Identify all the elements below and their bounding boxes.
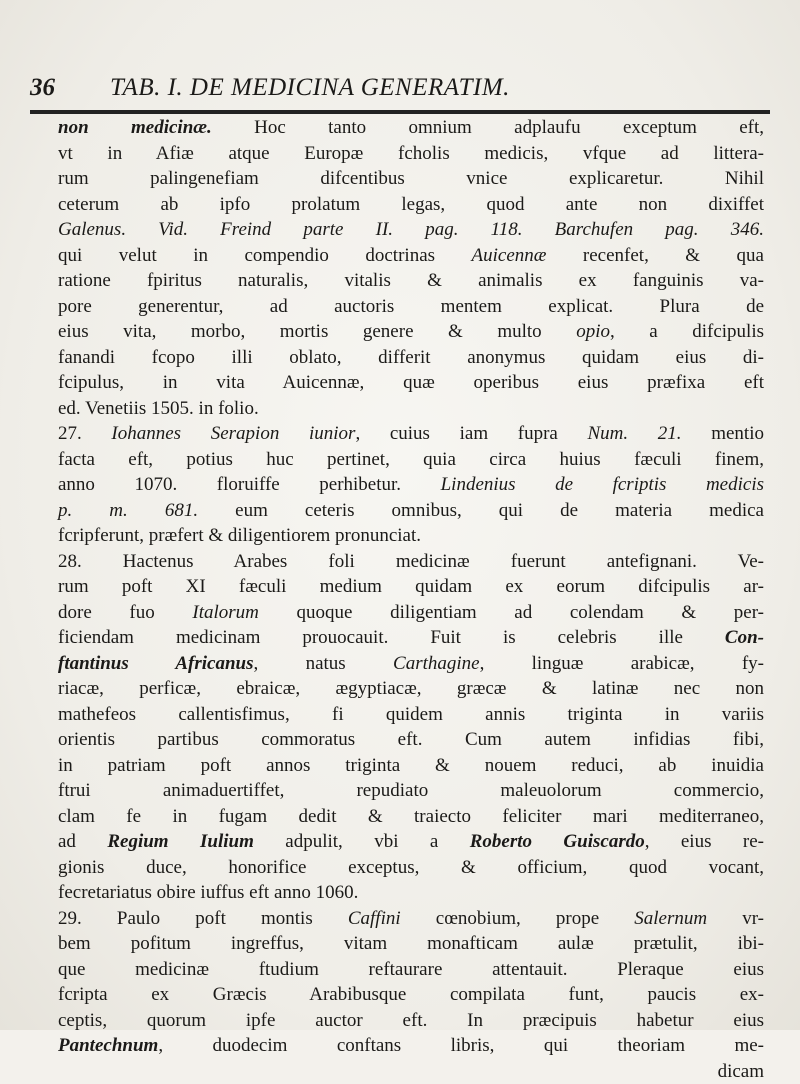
text-run: anno 1070. floruiffe perhibetur. <box>58 474 441 495</box>
text-run: non medicinæ. <box>58 117 212 138</box>
text-run: Salernum <box>634 908 707 929</box>
text-line <box>58 370 764 396</box>
text-line <box>58 574 764 600</box>
text-run: eius vita, morbo, mortis genere & multo <box>58 321 576 342</box>
text-run: ficiendam medicinam prouocauit. Fuit is celebris ille <box>58 627 725 648</box>
text-line <box>58 243 764 269</box>
text-line <box>58 982 764 1008</box>
text-run: bem pofitum ingreffus, vitam monafticam aulæ prætulit, ibi- <box>58 933 764 954</box>
text-run: 29. Paulo poft montis <box>58 908 348 929</box>
text-run: vt in Afiæ atque Europæ fcholis medicis, vfque ad littera- <box>58 143 764 164</box>
text-run: fcipulus, in vita Auicennæ, quæ operibus eius præfixa eft <box>58 372 764 393</box>
text-run: mentio <box>682 423 764 444</box>
text-run: ratione fpiritus naturalis, vitalis & animalis ex fanguinis va- <box>58 270 764 291</box>
text-run: dicam <box>718 1061 764 1082</box>
page-number: 36 <box>30 74 55 102</box>
header-rule <box>30 110 770 114</box>
text-line <box>58 523 764 549</box>
text-line <box>58 625 764 651</box>
text-run: fecretariatus obire iuffus eft anno 1060. <box>58 882 358 903</box>
text-run: , duodecim conftans libris, qui theoriam me- <box>158 1035 764 1056</box>
text-line <box>58 931 764 957</box>
text-line <box>58 880 764 906</box>
text-run: dore fuo <box>58 602 192 623</box>
text-line <box>58 472 764 498</box>
text-run: Hoc tanto omnium adplaufu exceptum eft, <box>212 117 764 138</box>
text-line <box>58 319 764 345</box>
text-run: gionis duce, honorifice exceptus, & officium, quod vocant, <box>58 857 764 878</box>
text-run: in patriam poft annos triginta & nouem reduci, ab inuidia <box>58 755 764 776</box>
text-run: Galenus. Vid. Freind parte II. pag. 118. Barchufen pag. 346. <box>58 219 764 240</box>
text-run: , a difcipulis <box>610 321 764 342</box>
text-line <box>58 829 764 855</box>
text-line <box>58 600 764 626</box>
text-run: ftrui animaduertiffet, repudiato maleuolorum commercio, <box>58 780 764 801</box>
text-run: opio <box>576 321 610 342</box>
text-run: vr- <box>707 908 764 929</box>
text-run: fanandi fcopo illi oblato, differit anonymus quidam eius di- <box>58 347 764 368</box>
text-line <box>58 166 764 192</box>
text-run: Caffini <box>348 908 401 929</box>
text-line <box>58 651 764 677</box>
text-run: 27. <box>58 423 111 444</box>
text-run: orientis partibus commoratus eft. Cum autem infidias fibi, <box>58 729 764 750</box>
text-run: adpulit, vbi a <box>254 831 470 852</box>
text-line <box>58 115 764 141</box>
text-run: fcripta ex Græcis Arabibusque compilata funt, paucis ex- <box>58 984 764 1005</box>
text-line <box>58 498 764 524</box>
text-run: cœnobium, prope <box>401 908 635 929</box>
text-line <box>58 727 764 753</box>
text-line <box>58 421 764 447</box>
text-line <box>58 192 764 218</box>
text-run: p. m. 681. <box>58 500 198 521</box>
text-run: facta eft, potius huc pertinet, quia circa huius fæculi finem, <box>58 449 764 470</box>
text-run: Regium Iulium <box>107 831 254 852</box>
text-run: , linguæ arabicæ, fy- <box>480 653 764 674</box>
text-line <box>58 217 764 243</box>
text-line <box>58 141 764 167</box>
text-line <box>58 549 764 575</box>
text-run: ed. Venetiis 1505. in folio. <box>58 398 259 419</box>
text-run: fcripferunt, præfert & diligentiorem pronunciat. <box>58 525 421 546</box>
text-line <box>58 702 764 728</box>
text-run: qui velut in compendio doctrinas <box>58 245 472 266</box>
text-run: Pantechnum <box>58 1035 158 1056</box>
text-run: Num. 21. <box>588 423 682 444</box>
text-run: recenfet, & qua <box>546 245 764 266</box>
text-run: , cuius iam fupra <box>355 423 587 444</box>
text-line <box>58 1033 764 1059</box>
text-run: eum ceteris omnibus, qui de materia medica <box>198 500 764 521</box>
text-run: 28. Hactenus Arabes foli medicinæ fuerunt antefignani. Ve- <box>58 551 764 572</box>
text-line <box>58 906 764 932</box>
text-run: rum poft XI fæculi medium quidam ex eorum difcipulis ar- <box>58 576 764 597</box>
text-run: Lindenius de fcriptis medicis <box>441 474 764 495</box>
text-line <box>58 1008 764 1034</box>
text-run: ceterum ab ipfo prolatum legas, quod ante non dixiffet <box>58 194 764 215</box>
text-run: riacæ, perficæ, ebraicæ, ægyptiacæ, græcæ & latinæ nec non <box>58 678 764 699</box>
text-run: rum palingenefiam difcentibus vnice explicaretur. Nihil <box>58 168 764 189</box>
text-run: Iohannes Serapion iunior <box>111 423 355 444</box>
text-line <box>58 396 764 422</box>
text-line <box>58 345 764 371</box>
text-run: mathefeos callentisfimus, fi quidem annis triginta in variis <box>58 704 764 725</box>
text-run: ftantinus Africanus <box>58 653 254 674</box>
text-run: ceptis, quorum ipfe auctor eft. In præcipuis habetur eius <box>58 1010 764 1031</box>
text-line <box>58 804 764 830</box>
text-line <box>58 676 764 702</box>
text-run: , natus <box>254 653 394 674</box>
text-run: Roberto Guiscardo <box>470 831 645 852</box>
running-title: TAB. I. DE MEDICINA GENERATIM. <box>110 74 510 102</box>
text-line <box>58 855 764 881</box>
text-line <box>58 294 764 320</box>
text-run: Italorum <box>192 602 259 623</box>
text-line <box>58 268 764 294</box>
page-header <box>30 74 770 108</box>
text-line <box>58 1059 764 1084</box>
body-text <box>58 115 764 1084</box>
text-line <box>58 447 764 473</box>
text-run: clam fe in fugam dedit & traiecto feliciter mari mediterraneo, <box>58 806 764 827</box>
text-run: ad <box>58 831 107 852</box>
text-line <box>58 778 764 804</box>
text-run: pore generentur, ad auctoris mentem explicat. Plura de <box>58 296 764 317</box>
text-run: Carthagine <box>393 653 480 674</box>
text-run: quoque diligentiam ad colendam & per- <box>259 602 764 623</box>
text-run: Auicennæ <box>472 245 547 266</box>
text-line <box>58 753 764 779</box>
text-run: , eius re- <box>645 831 764 852</box>
text-line <box>58 957 764 983</box>
text-run: que medicinæ ftudium reftaurare attentauit. Pleraque eius <box>58 959 764 980</box>
text-run: Con- <box>725 627 764 648</box>
